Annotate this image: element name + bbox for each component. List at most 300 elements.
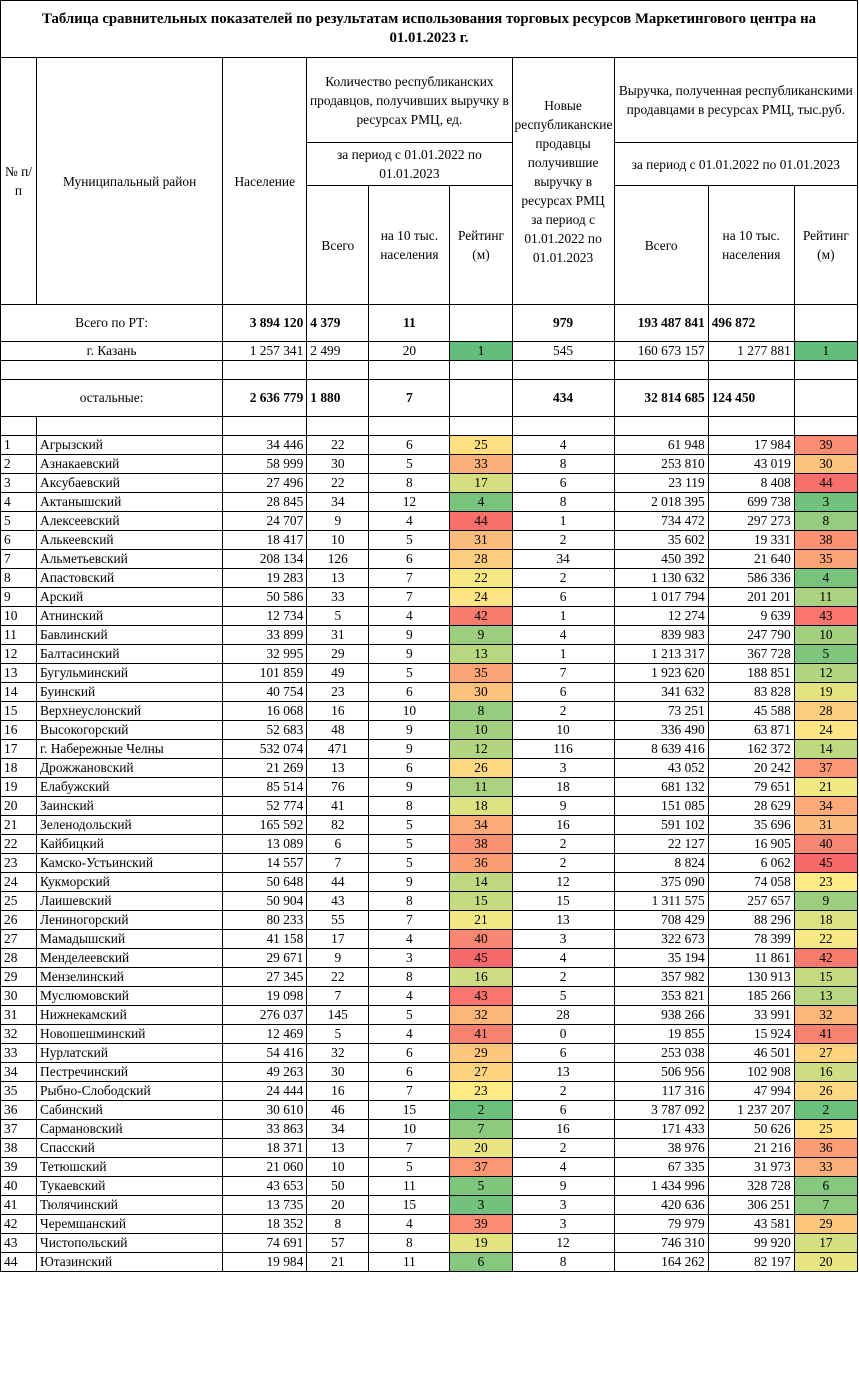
row-district: Мамадышский bbox=[37, 930, 223, 949]
table-row bbox=[1, 1139, 858, 1158]
header-sellers-group: Количество республиканских продавцов, получивших выручку в ресурсах РМЦ, ед. bbox=[307, 58, 512, 143]
row-sellers-per10k: 8 bbox=[369, 1234, 450, 1253]
row-sellers-per10k: 8 bbox=[369, 968, 450, 987]
row-sellers-rating: 21 bbox=[450, 911, 512, 930]
row-population: 13 089 bbox=[223, 835, 307, 854]
row-revenue-rating: 44 bbox=[794, 474, 857, 493]
row-revenue-per10k: 63 871 bbox=[708, 721, 794, 740]
row-sellers-total: 49 bbox=[307, 664, 369, 683]
row-population: 50 586 bbox=[223, 588, 307, 607]
kazan-revenue-total: 160 673 157 bbox=[614, 342, 708, 361]
row-sellers-per10k: 7 bbox=[369, 569, 450, 588]
row-sellers-rating: 24 bbox=[450, 588, 512, 607]
row-sellers-rating: 9 bbox=[450, 626, 512, 645]
row-sellers-rating: 25 bbox=[450, 436, 512, 455]
row-revenue-total: 22 127 bbox=[614, 835, 708, 854]
row-district: Пестречинский bbox=[37, 1063, 223, 1082]
total-rt-row bbox=[1, 305, 858, 342]
row-revenue-total: 357 982 bbox=[614, 968, 708, 987]
others-revenue-total: 32 814 685 bbox=[614, 380, 708, 417]
table-row bbox=[1, 797, 858, 816]
table-row bbox=[1, 854, 858, 873]
row-revenue-per10k: 367 728 bbox=[708, 645, 794, 664]
row-num: 6 bbox=[1, 531, 37, 550]
row-new-sellers: 2 bbox=[512, 968, 614, 987]
row-num: 12 bbox=[1, 645, 37, 664]
row-district: Атнинский bbox=[37, 607, 223, 626]
total-rt-revenue-rating bbox=[794, 305, 857, 342]
row-district: Спасский bbox=[37, 1139, 223, 1158]
row-revenue-rating: 30 bbox=[794, 455, 857, 474]
row-revenue-total: 375 090 bbox=[614, 873, 708, 892]
total-rt-population: 3 894 120 bbox=[223, 305, 307, 342]
row-district: Сармановский bbox=[37, 1120, 223, 1139]
row-sellers-rating: 10 bbox=[450, 721, 512, 740]
total-rt-revenue-total: 193 487 841 bbox=[614, 305, 708, 342]
header-num: № п/п bbox=[1, 58, 37, 305]
row-num: 44 bbox=[1, 1253, 37, 1272]
row-sellers-rating: 36 bbox=[450, 854, 512, 873]
row-new-sellers: 1 bbox=[512, 607, 614, 626]
row-sellers-total: 33 bbox=[307, 588, 369, 607]
row-revenue-total: 61 948 bbox=[614, 436, 708, 455]
row-num: 14 bbox=[1, 683, 37, 702]
row-revenue-rating: 5 bbox=[794, 645, 857, 664]
row-revenue-rating: 45 bbox=[794, 854, 857, 873]
row-population: 74 691 bbox=[223, 1234, 307, 1253]
row-revenue-per10k: 78 399 bbox=[708, 930, 794, 949]
table-row bbox=[1, 455, 858, 474]
row-revenue-rating: 13 bbox=[794, 987, 857, 1006]
row-sellers-total: 10 bbox=[307, 531, 369, 550]
row-num: 11 bbox=[1, 626, 37, 645]
row-revenue-per10k: 43 581 bbox=[708, 1215, 794, 1234]
row-new-sellers: 1 bbox=[512, 512, 614, 531]
row-population: 58 999 bbox=[223, 455, 307, 474]
row-sellers-total: 17 bbox=[307, 930, 369, 949]
row-revenue-per10k: 188 851 bbox=[708, 664, 794, 683]
row-district: Ютазинский bbox=[37, 1253, 223, 1272]
table-row bbox=[1, 1215, 858, 1234]
row-sellers-per10k: 4 bbox=[369, 1215, 450, 1234]
row-revenue-total: 35 602 bbox=[614, 531, 708, 550]
row-population: 19 098 bbox=[223, 987, 307, 1006]
row-sellers-rating: 14 bbox=[450, 873, 512, 892]
row-district: Кайбицкий bbox=[37, 835, 223, 854]
row-population: 276 037 bbox=[223, 1006, 307, 1025]
row-revenue-total: 322 673 bbox=[614, 930, 708, 949]
row-revenue-rating: 23 bbox=[794, 873, 857, 892]
table-row bbox=[1, 569, 858, 588]
row-sellers-per10k: 6 bbox=[369, 436, 450, 455]
row-sellers-total: 8 bbox=[307, 1215, 369, 1234]
row-revenue-per10k: 306 251 bbox=[708, 1196, 794, 1215]
row-district: Арский bbox=[37, 588, 223, 607]
table-row bbox=[1, 911, 858, 930]
row-sellers-total: 43 bbox=[307, 892, 369, 911]
row-district: Камско-Устьинский bbox=[37, 854, 223, 873]
row-revenue-per10k: 99 920 bbox=[708, 1234, 794, 1253]
table-row bbox=[1, 1025, 858, 1044]
table-row bbox=[1, 1177, 858, 1196]
total-rt-label: Всего по РТ: bbox=[1, 305, 223, 342]
row-num: 43 bbox=[1, 1234, 37, 1253]
row-revenue-rating: 19 bbox=[794, 683, 857, 702]
row-revenue-total: 35 194 bbox=[614, 949, 708, 968]
row-sellers-total: 34 bbox=[307, 493, 369, 512]
row-new-sellers: 4 bbox=[512, 949, 614, 968]
row-revenue-total: 341 632 bbox=[614, 683, 708, 702]
row-sellers-rating: 30 bbox=[450, 683, 512, 702]
row-num: 34 bbox=[1, 1063, 37, 1082]
total-rt-sellers-per10k: 11 bbox=[369, 305, 450, 342]
row-new-sellers: 7 bbox=[512, 664, 614, 683]
table-row bbox=[1, 835, 858, 854]
row-revenue-total: 43 052 bbox=[614, 759, 708, 778]
row-district: Алексеевский bbox=[37, 512, 223, 531]
kazan-label: г. Казань bbox=[1, 342, 223, 361]
row-revenue-total: 506 956 bbox=[614, 1063, 708, 1082]
row-revenue-rating: 41 bbox=[794, 1025, 857, 1044]
row-new-sellers: 8 bbox=[512, 455, 614, 474]
row-revenue-rating: 3 bbox=[794, 493, 857, 512]
row-new-sellers: 4 bbox=[512, 1158, 614, 1177]
row-new-sellers: 8 bbox=[512, 1253, 614, 1272]
row-revenue-total: 171 433 bbox=[614, 1120, 708, 1139]
row-revenue-rating: 43 bbox=[794, 607, 857, 626]
row-sellers-rating: 29 bbox=[450, 1044, 512, 1063]
row-sellers-total: 471 bbox=[307, 740, 369, 759]
row-revenue-rating: 39 bbox=[794, 436, 857, 455]
row-district: г. Набережные Челны bbox=[37, 740, 223, 759]
row-district: Муслюмовский bbox=[37, 987, 223, 1006]
row-num: 5 bbox=[1, 512, 37, 531]
row-sellers-total: 30 bbox=[307, 1063, 369, 1082]
row-revenue-rating: 33 bbox=[794, 1158, 857, 1177]
row-sellers-total: 13 bbox=[307, 759, 369, 778]
row-revenue-per10k: 130 913 bbox=[708, 968, 794, 987]
table-row bbox=[1, 740, 858, 759]
row-revenue-per10k: 50 626 bbox=[708, 1120, 794, 1139]
row-revenue-per10k: 16 905 bbox=[708, 835, 794, 854]
row-new-sellers: 6 bbox=[512, 588, 614, 607]
row-new-sellers: 10 bbox=[512, 721, 614, 740]
row-sellers-per10k: 6 bbox=[369, 1063, 450, 1082]
row-revenue-per10k: 328 728 bbox=[708, 1177, 794, 1196]
row-revenue-rating: 4 bbox=[794, 569, 857, 588]
header-revenue-rating: Рейтинг (м) bbox=[794, 186, 857, 305]
row-sellers-rating: 34 bbox=[450, 816, 512, 835]
row-sellers-rating: 3 bbox=[450, 1196, 512, 1215]
row-revenue-total: 1 130 632 bbox=[614, 569, 708, 588]
table-row bbox=[1, 778, 858, 797]
row-sellers-rating: 4 bbox=[450, 493, 512, 512]
row-population: 80 233 bbox=[223, 911, 307, 930]
row-revenue-rating: 31 bbox=[794, 816, 857, 835]
table-row bbox=[1, 816, 858, 835]
row-sellers-rating: 40 bbox=[450, 930, 512, 949]
row-sellers-per10k: 7 bbox=[369, 588, 450, 607]
row-num: 39 bbox=[1, 1158, 37, 1177]
row-sellers-per10k: 5 bbox=[369, 816, 450, 835]
row-sellers-rating: 43 bbox=[450, 987, 512, 1006]
others-new-sellers: 434 bbox=[512, 380, 614, 417]
row-revenue-per10k: 201 201 bbox=[708, 588, 794, 607]
header-revenue-group: Выручка, полученная республиканскими продавцами в ресурсах РМЦ, тыс.руб. bbox=[614, 58, 857, 143]
row-sellers-per10k: 4 bbox=[369, 987, 450, 1006]
row-revenue-rating: 11 bbox=[794, 588, 857, 607]
row-sellers-rating: 39 bbox=[450, 1215, 512, 1234]
row-population: 49 263 bbox=[223, 1063, 307, 1082]
row-num: 31 bbox=[1, 1006, 37, 1025]
row-population: 43 653 bbox=[223, 1177, 307, 1196]
header-sellers-period: за период с 01.01.2022 по 01.01.2023 bbox=[307, 143, 512, 186]
row-sellers-total: 16 bbox=[307, 702, 369, 721]
table-row bbox=[1, 626, 858, 645]
row-revenue-total: 164 262 bbox=[614, 1253, 708, 1272]
row-revenue-total: 353 821 bbox=[614, 987, 708, 1006]
row-revenue-per10k: 21 216 bbox=[708, 1139, 794, 1158]
row-sellers-per10k: 5 bbox=[369, 854, 450, 873]
row-sellers-per10k: 10 bbox=[369, 1120, 450, 1139]
table-row bbox=[1, 702, 858, 721]
row-sellers-per10k: 9 bbox=[369, 778, 450, 797]
row-new-sellers: 3 bbox=[512, 930, 614, 949]
row-new-sellers: 16 bbox=[512, 816, 614, 835]
row-sellers-total: 9 bbox=[307, 512, 369, 531]
row-district: Бавлинский bbox=[37, 626, 223, 645]
row-new-sellers: 9 bbox=[512, 1177, 614, 1196]
row-revenue-total: 117 316 bbox=[614, 1082, 708, 1101]
row-revenue-total: 8 639 416 bbox=[614, 740, 708, 759]
row-revenue-total: 12 274 bbox=[614, 607, 708, 626]
row-revenue-per10k: 257 657 bbox=[708, 892, 794, 911]
row-revenue-total: 708 429 bbox=[614, 911, 708, 930]
row-sellers-rating: 42 bbox=[450, 607, 512, 626]
table-row bbox=[1, 949, 858, 968]
header-revenue-total: Всего bbox=[614, 186, 708, 305]
header-sellers-per10k: на 10 тыс. населения bbox=[369, 186, 450, 305]
total-rt-sellers-total: 4 379 bbox=[307, 305, 369, 342]
row-sellers-rating: 31 bbox=[450, 531, 512, 550]
row-new-sellers: 5 bbox=[512, 987, 614, 1006]
row-revenue-per10k: 20 242 bbox=[708, 759, 794, 778]
row-num: 8 bbox=[1, 569, 37, 588]
row-revenue-rating: 28 bbox=[794, 702, 857, 721]
row-revenue-total: 3 787 092 bbox=[614, 1101, 708, 1120]
row-sellers-per10k: 5 bbox=[369, 1158, 450, 1177]
row-sellers-total: 48 bbox=[307, 721, 369, 740]
row-revenue-rating: 17 bbox=[794, 1234, 857, 1253]
header-row-1 bbox=[1, 58, 858, 143]
kazan-row bbox=[1, 342, 858, 361]
row-revenue-total: 734 472 bbox=[614, 512, 708, 531]
row-new-sellers: 6 bbox=[512, 1044, 614, 1063]
row-sellers-rating: 11 bbox=[450, 778, 512, 797]
row-num: 17 bbox=[1, 740, 37, 759]
row-sellers-total: 22 bbox=[307, 436, 369, 455]
row-sellers-rating: 20 bbox=[450, 1139, 512, 1158]
row-sellers-per10k: 5 bbox=[369, 531, 450, 550]
row-district: Бугульминский bbox=[37, 664, 223, 683]
table-row bbox=[1, 645, 858, 664]
row-revenue-rating: 14 bbox=[794, 740, 857, 759]
row-revenue-per10k: 35 696 bbox=[708, 816, 794, 835]
row-new-sellers: 2 bbox=[512, 531, 614, 550]
row-district: Тюлячинский bbox=[37, 1196, 223, 1215]
row-num: 38 bbox=[1, 1139, 37, 1158]
row-revenue-per10k: 19 331 bbox=[708, 531, 794, 550]
row-district: Дрожжановский bbox=[37, 759, 223, 778]
row-population: 54 416 bbox=[223, 1044, 307, 1063]
row-sellers-total: 31 bbox=[307, 626, 369, 645]
kazan-sellers-total: 2 499 bbox=[307, 342, 369, 361]
row-sellers-rating: 37 bbox=[450, 1158, 512, 1177]
row-population: 21 269 bbox=[223, 759, 307, 778]
row-num: 18 bbox=[1, 759, 37, 778]
row-district: Азнакаевский bbox=[37, 455, 223, 474]
row-num: 27 bbox=[1, 930, 37, 949]
row-sellers-total: 21 bbox=[307, 1253, 369, 1272]
row-num: 33 bbox=[1, 1044, 37, 1063]
kazan-population: 1 257 341 bbox=[223, 342, 307, 361]
row-revenue-total: 23 119 bbox=[614, 474, 708, 493]
row-district: Лаишевский bbox=[37, 892, 223, 911]
row-sellers-total: 30 bbox=[307, 455, 369, 474]
row-new-sellers: 6 bbox=[512, 474, 614, 493]
row-sellers-total: 44 bbox=[307, 873, 369, 892]
total-rt-sellers-rating bbox=[450, 305, 512, 342]
header-new-sellers: Новые республиканские продавцы получившие выручку в ресурсах РМЦ за период с 01.01.2022 по 01.01.2023 bbox=[512, 58, 614, 305]
kazan-revenue-per10k: 1 277 881 bbox=[708, 342, 794, 361]
kazan-sellers-per10k: 20 bbox=[369, 342, 450, 361]
header-revenue-period: за период с 01.01.2022 по 01.01.2023 bbox=[614, 143, 857, 186]
row-num: 21 bbox=[1, 816, 37, 835]
table-row bbox=[1, 607, 858, 626]
row-num: 23 bbox=[1, 854, 37, 873]
row-sellers-rating: 15 bbox=[450, 892, 512, 911]
row-population: 14 557 bbox=[223, 854, 307, 873]
row-new-sellers: 34 bbox=[512, 550, 614, 569]
table-row bbox=[1, 1044, 858, 1063]
row-num: 40 bbox=[1, 1177, 37, 1196]
row-sellers-rating: 13 bbox=[450, 645, 512, 664]
others-revenue-per10k: 124 450 bbox=[708, 380, 794, 417]
row-population: 165 592 bbox=[223, 816, 307, 835]
row-population: 13 735 bbox=[223, 1196, 307, 1215]
row-sellers-total: 13 bbox=[307, 1139, 369, 1158]
row-sellers-total: 46 bbox=[307, 1101, 369, 1120]
row-sellers-per10k: 7 bbox=[369, 911, 450, 930]
row-revenue-total: 450 392 bbox=[614, 550, 708, 569]
row-sellers-per10k: 4 bbox=[369, 1025, 450, 1044]
row-population: 34 446 bbox=[223, 436, 307, 455]
total-rt-revenue-per10k: 496 872 bbox=[708, 305, 794, 342]
row-revenue-rating: 8 bbox=[794, 512, 857, 531]
row-population: 27 345 bbox=[223, 968, 307, 987]
row-sellers-total: 50 bbox=[307, 1177, 369, 1196]
row-revenue-total: 79 979 bbox=[614, 1215, 708, 1234]
row-sellers-rating: 23 bbox=[450, 1082, 512, 1101]
row-num: 35 bbox=[1, 1082, 37, 1101]
row-new-sellers: 116 bbox=[512, 740, 614, 759]
row-sellers-total: 6 bbox=[307, 835, 369, 854]
row-new-sellers: 0 bbox=[512, 1025, 614, 1044]
table-row bbox=[1, 1101, 858, 1120]
title-row bbox=[1, 1, 858, 58]
row-revenue-rating: 38 bbox=[794, 531, 857, 550]
row-sellers-per10k: 9 bbox=[369, 873, 450, 892]
row-revenue-per10k: 31 973 bbox=[708, 1158, 794, 1177]
row-sellers-per10k: 4 bbox=[369, 930, 450, 949]
row-revenue-total: 1 434 996 bbox=[614, 1177, 708, 1196]
row-num: 22 bbox=[1, 835, 37, 854]
table-row bbox=[1, 436, 858, 455]
row-sellers-per10k: 7 bbox=[369, 1139, 450, 1158]
row-sellers-rating: 27 bbox=[450, 1063, 512, 1082]
row-new-sellers: 2 bbox=[512, 1139, 614, 1158]
row-new-sellers: 13 bbox=[512, 911, 614, 930]
row-revenue-per10k: 74 058 bbox=[708, 873, 794, 892]
row-revenue-rating: 2 bbox=[794, 1101, 857, 1120]
row-sellers-rating: 35 bbox=[450, 664, 512, 683]
table-row bbox=[1, 1253, 858, 1272]
row-population: 30 610 bbox=[223, 1101, 307, 1120]
table-row bbox=[1, 1196, 858, 1215]
table-row bbox=[1, 664, 858, 683]
row-population: 19 984 bbox=[223, 1253, 307, 1272]
row-district: Алькеевский bbox=[37, 531, 223, 550]
row-sellers-rating: 8 bbox=[450, 702, 512, 721]
row-population: 208 134 bbox=[223, 550, 307, 569]
table-row bbox=[1, 531, 858, 550]
row-sellers-total: 9 bbox=[307, 949, 369, 968]
row-district: Актанышский bbox=[37, 493, 223, 512]
row-sellers-total: 82 bbox=[307, 816, 369, 835]
row-sellers-rating: 38 bbox=[450, 835, 512, 854]
row-population: 21 060 bbox=[223, 1158, 307, 1177]
row-sellers-rating: 41 bbox=[450, 1025, 512, 1044]
row-revenue-total: 591 102 bbox=[614, 816, 708, 835]
row-revenue-per10k: 17 984 bbox=[708, 436, 794, 455]
row-revenue-per10k: 586 336 bbox=[708, 569, 794, 588]
total-rt-new-sellers: 979 bbox=[512, 305, 614, 342]
row-sellers-per10k: 6 bbox=[369, 550, 450, 569]
row-sellers-per10k: 8 bbox=[369, 892, 450, 911]
row-revenue-rating: 36 bbox=[794, 1139, 857, 1158]
table-row bbox=[1, 968, 858, 987]
row-num: 20 bbox=[1, 797, 37, 816]
row-revenue-per10k: 247 790 bbox=[708, 626, 794, 645]
kazan-revenue-rating: 1 bbox=[794, 342, 857, 361]
row-revenue-total: 420 636 bbox=[614, 1196, 708, 1215]
row-sellers-rating: 6 bbox=[450, 1253, 512, 1272]
row-revenue-per10k: 82 197 bbox=[708, 1253, 794, 1272]
row-district: Аксубаевский bbox=[37, 474, 223, 493]
row-revenue-total: 2 018 395 bbox=[614, 493, 708, 512]
row-population: 33 863 bbox=[223, 1120, 307, 1139]
table-row bbox=[1, 892, 858, 911]
kazan-sellers-rating: 1 bbox=[450, 342, 512, 361]
row-sellers-rating: 16 bbox=[450, 968, 512, 987]
row-new-sellers: 2 bbox=[512, 835, 614, 854]
row-district: Кукморский bbox=[37, 873, 223, 892]
row-revenue-rating: 7 bbox=[794, 1196, 857, 1215]
row-district: Альметьевский bbox=[37, 550, 223, 569]
row-revenue-per10k: 79 651 bbox=[708, 778, 794, 797]
row-revenue-per10k: 699 738 bbox=[708, 493, 794, 512]
row-district: Мензелинский bbox=[37, 968, 223, 987]
